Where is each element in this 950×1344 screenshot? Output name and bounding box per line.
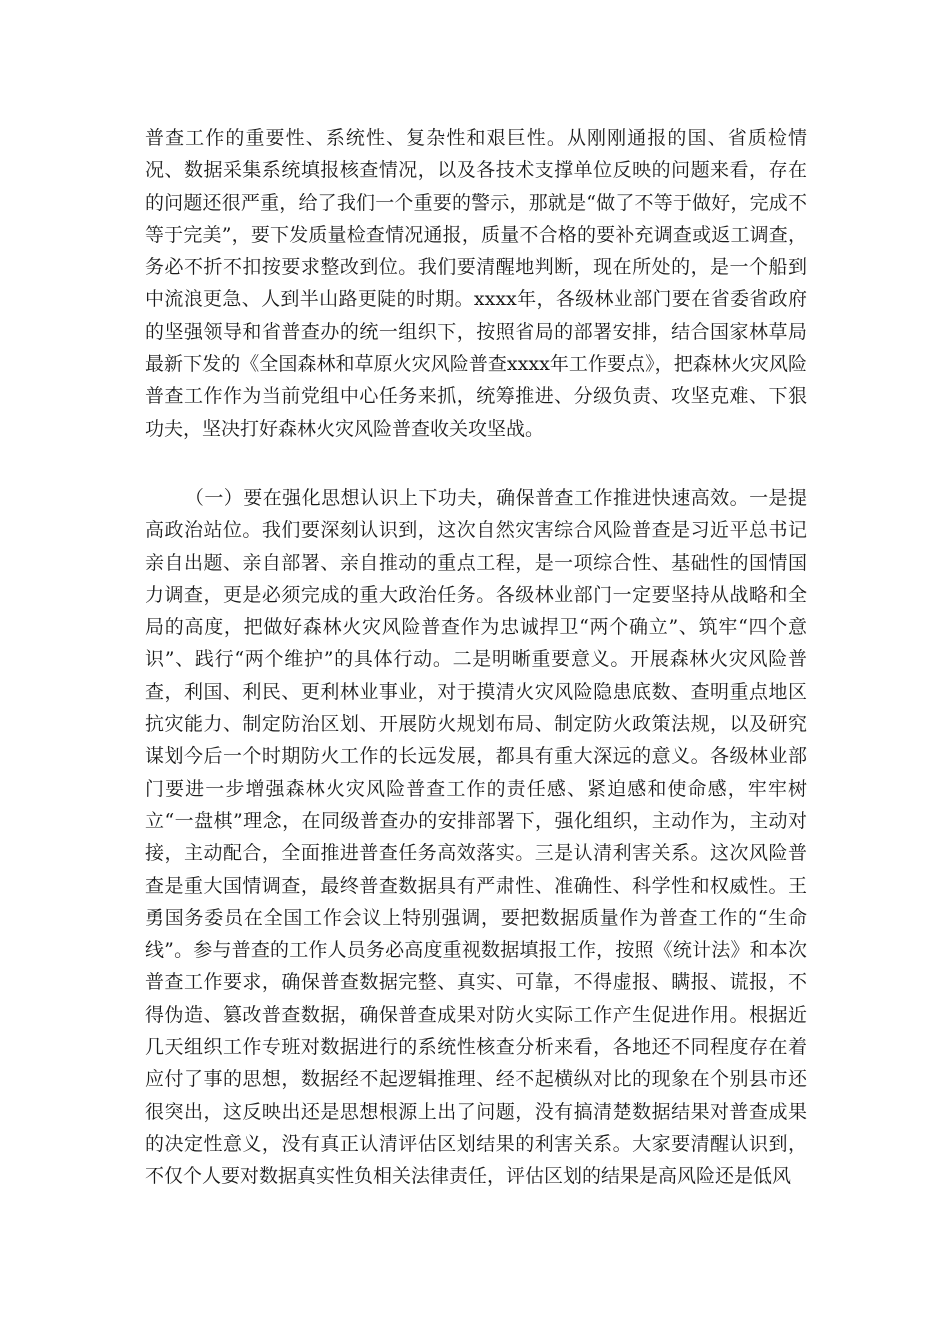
body-paragraph-1: 普查工作的重要性、系统性、复杂性和艰巨性。从刚刚通报的国、省质检情况、数据采集系统填报核查情况，以及各技术支撑单位反映的问题来看，存在的问题还很严重，给了我们一个重要的警示，那就是“做了不等于做好，完成不等于完美”，要下发质量检查情况通报，质量不合格的要补充调查或返工调查，务必不折不扣按要求整改到位。我们要清醒地判断，现在所处的，是一个船到中流浪更急、人到半山路更陡的时期。xxxx年，各级林业部门要在省委省政府的坚强领导和省普查办的统一组织下，按照省局的部署安排，结合国家林草局最新下发的《全国森林和草原火灾风险普查xxxx年工作要点》，把森林火灾风险普查工作作为当前党组中心任务来抓，统筹推进、分级负责、攻坚克难、下狠功夫，坚决打好森林火灾风险普查收关攻坚战。 [145, 127, 807, 440]
body-paragraph-2: （一）要在强化思想认识上下功夫，确保普查工作推进快速高效。一是提高政治站位。我们要深刻认识到，这次自然灾害综合风险普查是习近平总书记亲自出题、亲自部署、亲自推动的重点工程，是一项综合性、基础性的国情国力调查，更是必须完成的重大政治任务。各级林业部门一定要坚持从战略和全局的高度，把做好森林火灾风险普查作为忠诚捍卫“两个确立”、筑牢“四个意识”、践行“两个维护”的具体行动。二是明晰重要意义。开展森林火灾风险普查，利国、利民、更利林业事业，对于摸清火灾风险隐患底数、查明重点地区抗灾能力、制定防治区划、开展防火规划布局、制定防火政策法规，以及研究谋划今后一个时期防火工作的长远发展，都具有重大深远的意义。各级林业部门要进一步增强森林火灾风险普查工作的责任感、紧迫感和使命感，牢牢树立“一盘棋”理念，在同级普查办的安排部署下，强化组织，主动作为，主动对接，主动配合，全面推进普查任务高效落实。三是认清利害关系。这次风险普查是重大国情调查，最终普查数据具有严肃性、准确性、科学性和权威性。王勇国务委员在全国工作会议上特别强调，要把数据质量作为普查工作的“生命线”。参与普查的工作人员务必高度重视数据填报工作，按照《统计法》和本次普查工作要求，确保普查数据完整、真实、可靠，不得虚报、瞒报、谎报，不得伪造、篡改普查数据，确保普查成果对防火实际工作产生促进作用。根据近几天组织工作专班对数据进行的系统性核查分析来看，各地还不同程度存在着应付了事的思想，数据经不起逻辑推理、经不起横纵对比的现象在个别县市还很突出，这反映出还是思想根源上出了问题，没有搞清楚数据结果对普查成果的决定性意义，没有真正认清评估区划结果的利害关系。大家要清醒认识到，不仅个人要对数据真实性负相关法律责任，评估区划的结果是高风险还是低风 [145, 487, 807, 1188]
